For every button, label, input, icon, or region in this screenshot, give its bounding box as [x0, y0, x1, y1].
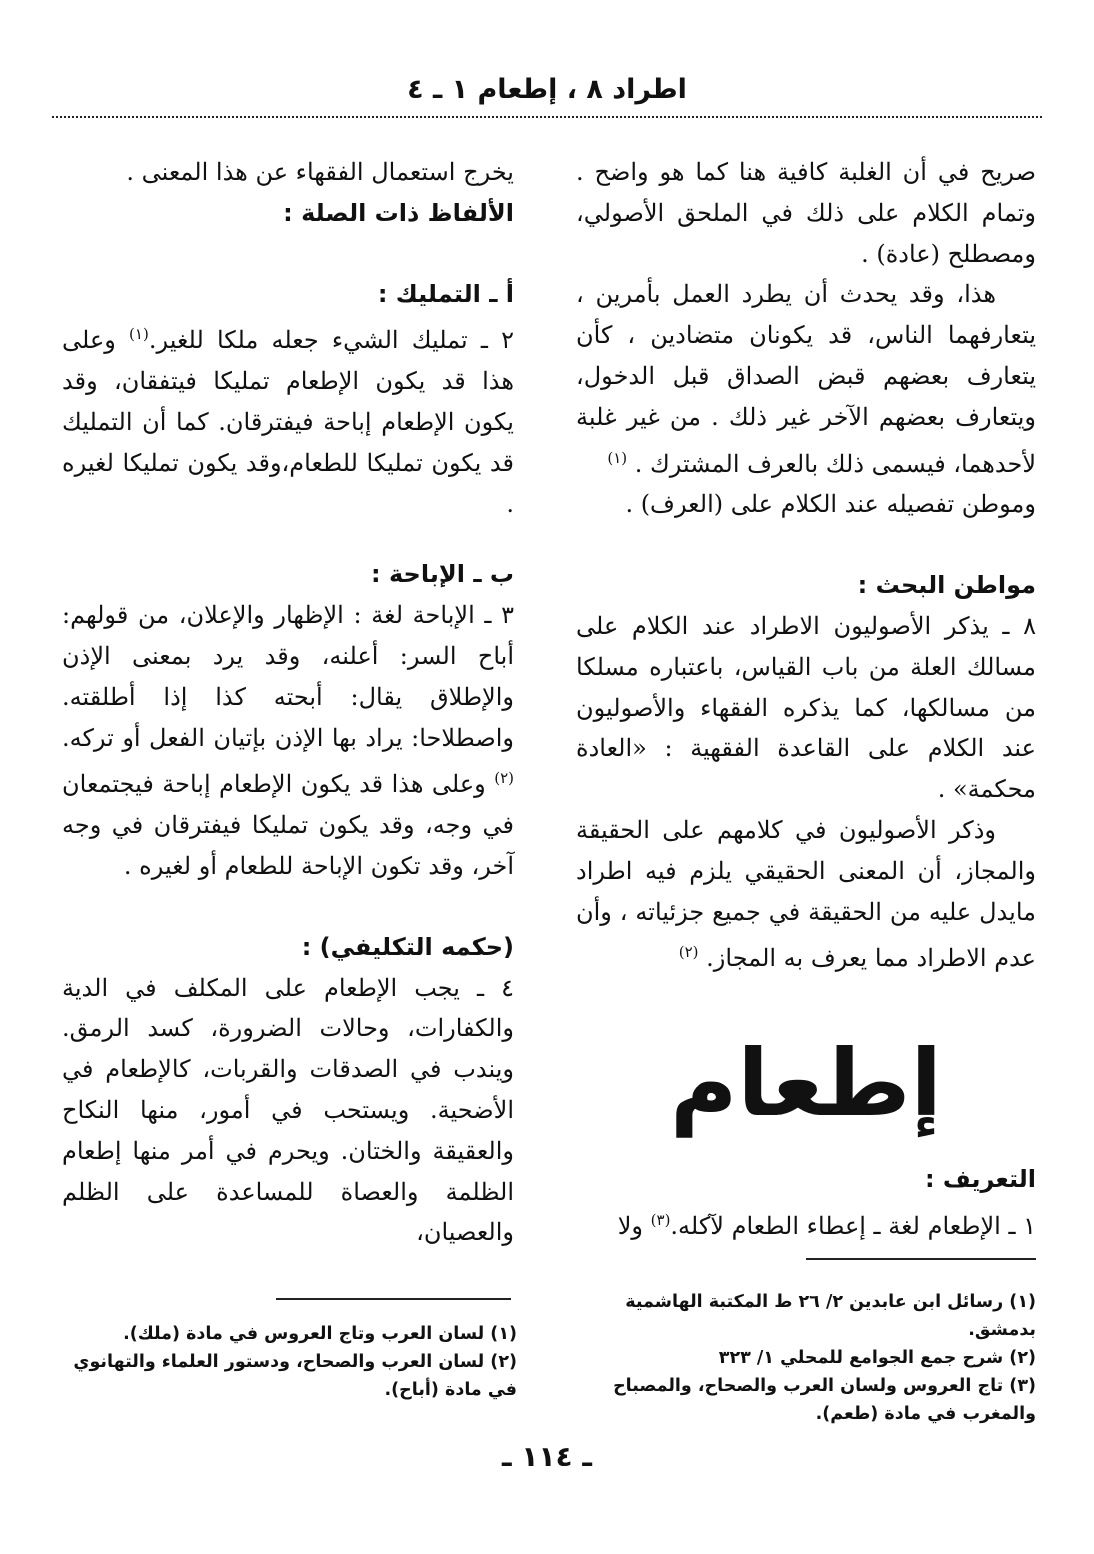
footnote: (١) رسائل ابن عابدين ٢/ ٢٦ ط المكتبة الهاشمية بدمشق. [625, 1292, 1036, 1340]
paragraph [576, 810, 1036, 979]
left-column [62, 152, 514, 1253]
paragraph-text: ٣ ـ الإباحة لغة : الإظهار والإعلان، من قولهم: أباح السر: أعلنه، وقد يرد بمعنى الإذن والإطلاق يقال: أبحته كذا إذا أطلقته. واصطلاحا: يراد بها الإذن بإتيان الفعل أو تركه. [62, 601, 514, 752]
page-number: ـ ١١٤ ـ [502, 1440, 592, 1473]
paragraph-text: هذا، وقد يحدث أن يطرد العمل بأمرين ، يتعارفهما الناس، قد يكونان متضادين ، كأن يتعارف بعضهم قبض الصداق قبل الدخول، ويتعارف بعضهم الآخر غير ذلك . من غير غلبة لأحدهما، فيسمى ذلك بالعرف المشترك . [576, 280, 1036, 478]
footnote-ref: (١) [607, 448, 628, 467]
footnotes-right [571, 1288, 1036, 1428]
footnote: (١) لسان العرب وتاج العروس في مادة (ملك). [123, 1324, 517, 1344]
section-heading: مواطن البحث : [857, 571, 1036, 600]
paragraph: وموطن تفصيله عند الكلام على (العرف) . [625, 490, 1036, 519]
paragraph: ٤ ـ يجب الإطعام على المكلف في الدية والكفارات، وحالات الضرورة، كسد الرمق. ويندب في الصدقات والقربات، كالإطعام في الأضحية. ويستحب في أمور، منها النكاح والعقيقة والختان. ويحرم في أمر منها إطعام الظلمة والعصاة للمساعدة على الظلم والعصيان، [62, 973, 514, 1247]
footnote-ref: (٢) [494, 769, 514, 788]
subsection-heading: ب ـ الإباحة : [371, 560, 514, 589]
paragraph [62, 314, 514, 524]
paragraph: يخرج استعمال الفقهاء عن هذا المعنى . [126, 158, 514, 186]
paragraph [576, 274, 1036, 484]
paragraph: ٨ ـ يذكر الأصوليون الاطراد عند الكلام على مسالك العلة من باب القياس، باعتباره مسلكا من مسالكها، كما يذكره الفقهاء والأصوليون عند الكلام على القاعدة الفقهية : «العادة محكمة» . [576, 611, 1036, 804]
footnote-rule [276, 1298, 511, 1300]
footnote-rule [806, 1258, 1036, 1260]
header-dotted-rule [52, 116, 1042, 118]
footnote: (٢) شرح جمع الجوامع للمحلي ١/ ٣٢٣ [718, 1348, 1036, 1368]
paragraph-text: وعلى هذا قد يكون الإطعام إباحة فيجتمعان في وجه، وقد يكون تمليكا فيفترقان في وجه آخر، وقد تكون الإباحة للطعام أو لغيره . [62, 770, 514, 880]
paragraph-text: ٢ ـ تمليك الشيء جعله ملكا للغير. [148, 326, 514, 355]
paragraph-text: ولا [617, 1211, 643, 1240]
entry-title: إطعام [669, 1030, 943, 1138]
footnotes-left [62, 1320, 517, 1404]
footnote-ref: (٢) [678, 943, 699, 962]
footnote-ref: (١) [129, 325, 149, 344]
paragraph: صريح في أن الغلبة كافية هنا كما هو واضح . وتمام الكلام على ذلك في الملحق الأصولي، ومصطلح (عادة) . [576, 158, 1036, 268]
paragraph [62, 595, 514, 887]
paragraph [576, 1200, 1036, 1247]
footnote: (٣) تاج العروس ولسان العرب والصحاح، والمصباح والمغرب في مادة (طعم). [613, 1376, 1036, 1424]
subsection-heading: أ ـ التمليك : [377, 279, 514, 308]
paragraph-text: وعلى هذا قد يكون الإطعام تمليكا فيتفقان، وقد يكون الإطعام إباحة فيفترقان. كما أن التمليك قد يكون تمليكا للطعام،وقد يكون تمليكا لغيره . [62, 326, 514, 518]
footnote: (٢) لسان العرب والصحاح، ودستور العلماء والتهانوي في مادة (أباح). [73, 1352, 517, 1400]
paragraph-text: ١ ـ الإطعام لغة ـ إعطاء الطعام لآكله. [670, 1211, 1036, 1240]
right-column [576, 152, 1036, 1247]
running-header: اطراد ٨ ، إطعام ١ ـ ٤ [407, 74, 687, 105]
section-heading: التعريف : [924, 1165, 1036, 1194]
section-heading: (حكمه التكليفي) : [301, 932, 514, 961]
footnote-ref: (٣) [650, 1210, 671, 1229]
paragraph-text: وذكر الأصوليون في كلامهم على الحقيقة والمجاز، أن المعنى الحقيقي يلزم فيه اطراد مايدل عليه من الحقيقة في جميع جزئياته ، وأن عدم الاطراد مما يعرف به المجاز. [576, 815, 1036, 973]
section-heading: الألفاظ ذات الصلة : [283, 198, 514, 227]
